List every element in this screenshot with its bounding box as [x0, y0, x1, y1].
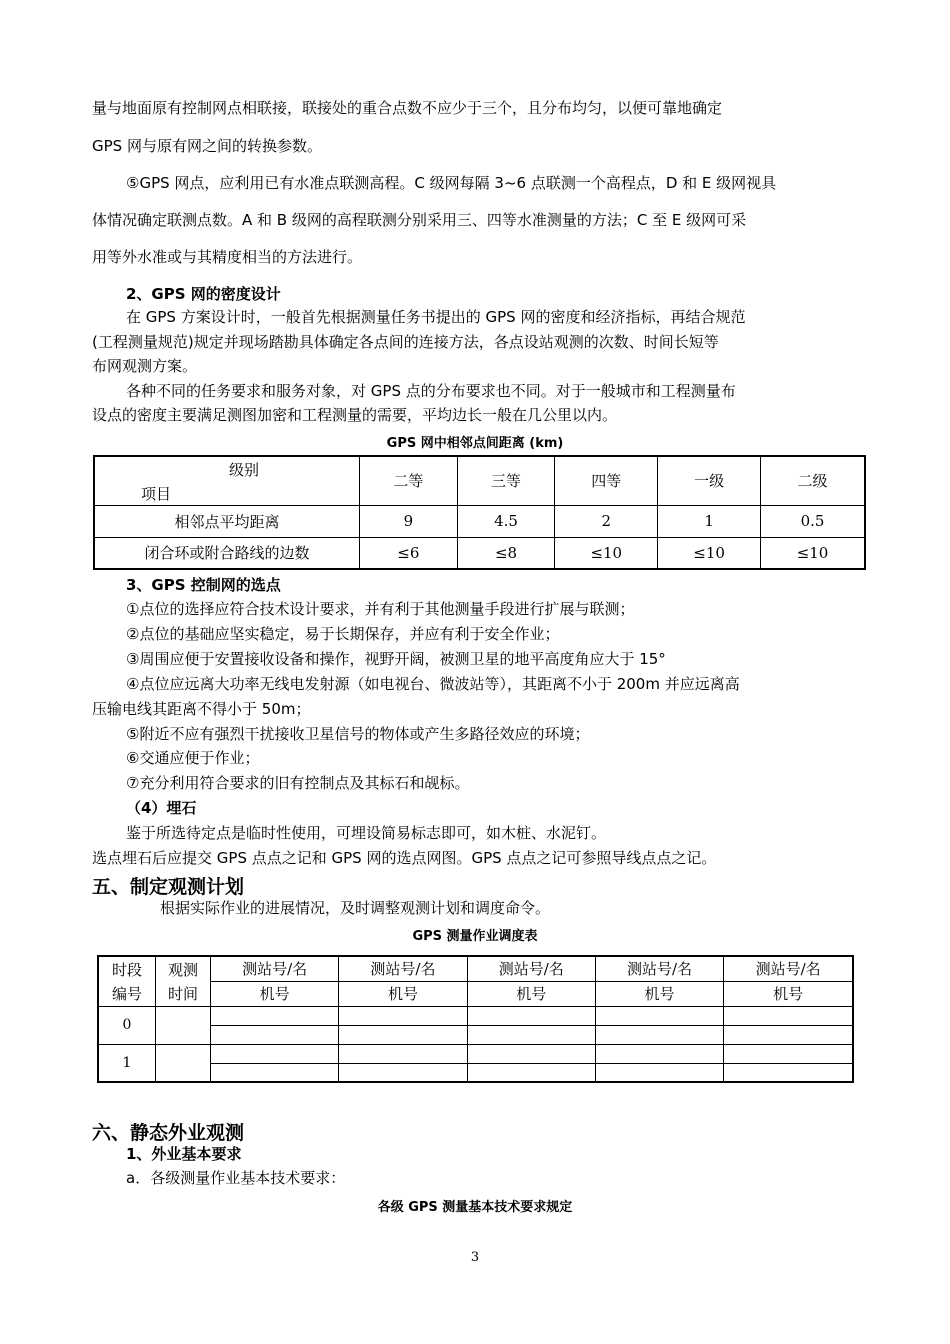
table-cell: [211, 1063, 339, 1082]
table-cell: [467, 1063, 595, 1082]
period-number: 0: [98, 1006, 156, 1044]
table-cell: [595, 1006, 723, 1025]
distance-table: [93, 455, 866, 570]
table-cell: [467, 1044, 595, 1063]
table-cell: [724, 1006, 853, 1025]
table-cell: [339, 1044, 467, 1063]
col-period-bottom: 编号: [98, 981, 156, 1006]
corner-top-label: 级别: [229, 461, 260, 479]
sec2-p1-line2: (工程测量规范)规定并现场踏勘具体确定各点间的连接方法，各点设站观测的次数、时间长短等: [92, 333, 719, 351]
station-header-bottom: 机号: [211, 981, 339, 1006]
table1-corner-cell: [94, 456, 360, 505]
section-6-sub: 1、外业基本要求: [126, 1145, 242, 1163]
table-cell: ≤10: [761, 537, 865, 569]
table-cell: [156, 1044, 211, 1082]
header-cell: 三等: [457, 456, 555, 505]
table-row: [98, 1063, 853, 1082]
station-header-top: 测站号/名: [339, 956, 467, 981]
table-row: [98, 1025, 853, 1044]
table-cell: [595, 1044, 723, 1063]
sec2-p2-line1: 各种不同的任务要求和服务对象，对 GPS 点的分布要求也不同。对于一般城市和工程测量布: [126, 382, 736, 400]
period-number: 1: [98, 1044, 156, 1082]
station-header-top: 测站号/名: [467, 956, 595, 981]
sec3-item-4-cont: 压输电线其距离不得小于 50m；: [92, 700, 311, 718]
table-row: [98, 1044, 853, 1063]
table-cell: [724, 1063, 853, 1082]
table-cell: [211, 1006, 339, 1025]
table-cell: [339, 1025, 467, 1044]
table-cell: ≤10: [555, 537, 658, 569]
table-cell: [339, 1006, 467, 1025]
table-row: [98, 1006, 853, 1025]
diagonal-line: [95, 457, 359, 506]
row-label: 闭合环或附合路线的边数: [94, 537, 360, 569]
table3-caption: 各级 GPS 测量基本技术要求规定: [377, 1200, 573, 1215]
header-cell: 四等: [555, 456, 658, 505]
section-3-heading: 3、GPS 控制网的选点: [126, 576, 281, 594]
station-header-top: 测站号/名: [211, 956, 339, 981]
table2-caption: GPS 测量作业调度表: [412, 929, 538, 944]
table-cell: ≤10: [658, 537, 761, 569]
table-cell: [724, 1025, 853, 1044]
table1-caption: GPS 网中相邻点间距离 (km): [386, 436, 564, 451]
col-time-top: 观测: [156, 956, 211, 981]
station-header-top: 测站号/名: [724, 956, 853, 981]
col-time-bottom: 时间: [156, 981, 211, 1006]
header-cell: 一级: [658, 456, 761, 505]
header-cell: 二级: [761, 456, 865, 505]
col-period-top: 时段: [98, 956, 156, 981]
table-cell: 1: [658, 505, 761, 537]
sec3-item-3: ③周围应便于安置接收设备和操作，视野开阔，被测卫星的地平高度角应大于 15°: [126, 650, 666, 668]
sec3-item-4: ④点位应远离大功率无线电发射源（如电视台、微波站等），其距离不小于 200m 并应远离高: [126, 675, 740, 693]
table-cell: [467, 1025, 595, 1044]
sec3-item-2: ②点位的基础应坚实稳定，易于长期保存，并应有利于安全作业；: [126, 625, 560, 643]
burial-line1: 鉴于所选待定点是临时性使用，可埋设简易标志即可，如木桩、水泥钉。: [126, 824, 607, 842]
table-row: [94, 505, 865, 537]
table-cell: 9: [360, 505, 458, 537]
section-6-item-a: a．各级测量作业基本技术要求：: [126, 1169, 346, 1187]
para1-line2: GPS 网与原有网之间的转换参数。: [92, 137, 322, 155]
para1-line1: 量与地面原有控制网点相联接，联接处的重合点数不应少于三个，且分布均匀，以便可靠地确定: [92, 99, 723, 117]
table-cell: ≤8: [457, 537, 555, 569]
para2-line2: 体情况确定联测点数。A 和 B 级网的高程联测分别采用三、四等水准测量的方法；C 至 E 级网可采: [92, 211, 747, 229]
table-cell: [211, 1044, 339, 1063]
sec2-p1-line1: 在 GPS 方案设计时，一般首先根据测量任务书提出的 GPS 网的密度和经济指标，再结合规范: [126, 308, 746, 326]
table-row: [94, 537, 865, 569]
sec3-item-7: ⑦充分利用符合要求的旧有控制点及其标石和觇标。: [126, 774, 470, 792]
table-cell: [211, 1025, 339, 1044]
corner-bottom-label: 项目: [141, 485, 172, 503]
table-cell: [156, 1006, 211, 1044]
table-cell: 4.5: [457, 505, 555, 537]
para2-line1: ⑤GPS 网点，应利用已有水准点联测高程。C 级网每隔 3~6 点联测一个高程点，D 和 E 级网视具: [126, 174, 777, 192]
table-cell: 2: [555, 505, 658, 537]
sub-heading-burial: （4）埋石: [126, 799, 197, 817]
table-cell: [595, 1025, 723, 1044]
burial-line2: 选点埋石后应提交 GPS 点点之记和 GPS 网的选点网图。GPS 点点之记可参照导线点点之记。: [92, 849, 717, 867]
table-cell: [467, 1006, 595, 1025]
station-header-top: 测站号/名: [595, 956, 723, 981]
station-header-bottom: 机号: [595, 981, 723, 1006]
table-cell: [339, 1063, 467, 1082]
page-number: 3: [470, 1250, 480, 1265]
header-cell: 二等: [360, 456, 458, 505]
table-cell: [724, 1044, 853, 1063]
sec2-p2-line2: 设点的密度主要满足测图加密和工程测量的需要，平均边长一般在几公里以内。: [92, 406, 618, 424]
table-cell: ≤6: [360, 537, 458, 569]
row-label: 相邻点平均距离: [94, 505, 360, 537]
section-5-heading: 五、制定观测计划: [92, 876, 245, 898]
sec3-item-5: ⑤附近不应有强烈干扰接收卫星信号的物体或产生多路径效应的环境；: [126, 725, 590, 743]
station-header-bottom: 机号: [724, 981, 853, 1006]
sec3-item-6: ⑥交通应便于作业；: [126, 749, 260, 767]
table-cell: [595, 1063, 723, 1082]
schedule-table: [97, 955, 854, 1083]
station-header-bottom: 机号: [467, 981, 595, 1006]
section-5-text: 根据实际作业的进展情况，及时调整观测计划和调度命令。: [160, 899, 551, 917]
sec3-item-1: ①点位的选择应符合技术设计要求，并有利于其他测量手段进行扩展与联测；: [126, 600, 635, 618]
section-6-heading: 六、静态外业观测: [92, 1122, 245, 1144]
table-cell: 0.5: [761, 505, 865, 537]
station-header-bottom: 机号: [339, 981, 467, 1006]
sec2-p1-line3: 布网观测方案。: [92, 357, 198, 375]
section-2-heading: 2、GPS 网的密度设计: [126, 285, 281, 303]
para2-line3: 用等外水准或与其精度相当的方法进行。: [92, 248, 363, 266]
